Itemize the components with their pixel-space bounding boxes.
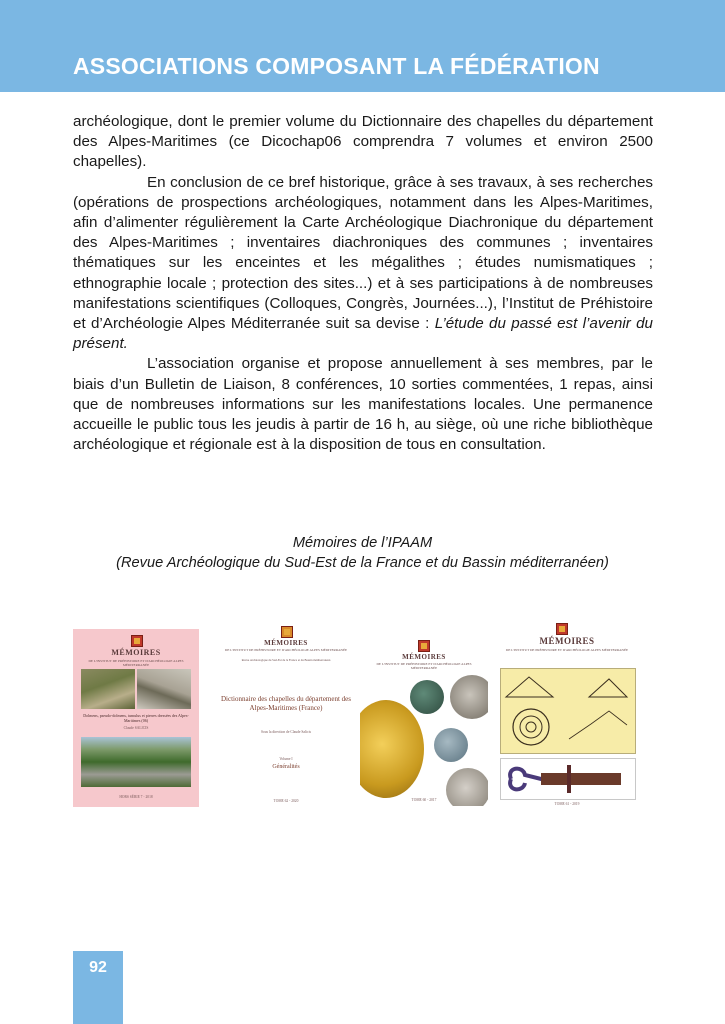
coin-green-image [410, 680, 444, 714]
cover-author: Sous la direction de Claude Salicis [260, 730, 311, 734]
cover-title: MÉMOIRES [111, 648, 161, 657]
cover-author: Claude SALICIS [123, 726, 149, 730]
cover-title: MÉMOIRES [539, 636, 595, 646]
logo-icon [418, 640, 430, 652]
body-text [73, 112, 653, 455]
cover-subtitle: DE L'INSTITUT DE PRÉHISTOIRE ET D'ARCHÉOLOGIE ALPES MÉDITERRANÉE [224, 648, 348, 652]
caption-subtitle: (Revue Archéologique du Sud-Est de la France et du Bassin méditerranéen) [116, 555, 609, 571]
paragraph-3: L’association organise et propose annuellement à ses membres, par le biais d’un Bulletin de Liaison, 8 conférences, 10 sorties commentées, 1 repas, ainsi que de nombreuses informations sur les manifestations locales. Une permanence accueille le public tous les jeudis à partir de 16 h, au siège, où une riche bibliothèque archéologique et régionale est à la disposition de tous en consultation. [73, 355, 653, 454]
logo-icon [281, 626, 293, 638]
book-cover-4 [492, 620, 642, 810]
section-title: ASSOCIATIONS COMPOSANT LA FÉDÉRATION [73, 53, 600, 79]
cover-title: MÉMOIRES [402, 653, 446, 661]
cover-subtitle: DE L'INSTITUT DE PRÉHISTOIRE ET D'ARCHÉOLOGIE ALPES MÉDITERRANÉE [88, 659, 184, 667]
logo-icon [556, 623, 568, 635]
cover-title: MÉMOIRES [264, 639, 308, 647]
cover-footer: TOME 60 - 2017 [411, 798, 437, 802]
sketch-drawing [501, 669, 635, 753]
sword-artifact [501, 759, 635, 799]
coin-gold-image [360, 700, 424, 798]
cover-footer: TOME 62 - 2020 [273, 799, 299, 803]
cover-tagline: Revue Archéologique du Sud-Est de la France et du Bassin méditerranéen [241, 658, 331, 662]
cover-footer: HORS SÉRIE 7 - 2018 [119, 795, 153, 799]
cover-main-title: Dolmens, pseudo-dolmens, tumulus et pierres dressées des Alpes-Maritimes (06) [83, 713, 189, 723]
cover-drawing-image [500, 668, 636, 754]
cover-volume: Volume I [279, 757, 293, 761]
paragraph-2 [73, 173, 653, 355]
paragraph-2-text: En conclusion de ce bref historique, grâce à ses travaux, à ses recherches (opérations de prospections archéologiques, notamment dans les Alpes-Maritimes, afin d’alimenter régulièrement la Carte Archéologique Diachronique du département des Alpes-Maritimes ; inventaires diachroniques des communes ; inventaires thématiques sur les enceintes et les mégalithes ; études numismatiques ; ethnographie locale ; protection des sites...) et à ses participations à de nombreuses manifestations scientifiques (Colloques, Congrès, Journées...), l’Institut de Préhistoire et d’Archéologie Alpes Méditerranée suit sa devise : [73, 173, 653, 333]
caption-title: Mémoires de l’IPAAM [292, 535, 433, 551]
cover-subtitle: DE L'INSTITUT DE PRÉHISTOIRE ET D'ARCHÉOLOGIE ALPES MÉDITERRANÉE [376, 662, 472, 670]
page-number: 92 [89, 959, 107, 976]
cover-photo-landscape [81, 737, 191, 787]
page-number-box [73, 951, 123, 1024]
cover-volume-title: Généralités [272, 764, 300, 770]
book-cover-1 [73, 629, 199, 807]
coin-silver-image [450, 675, 488, 719]
cover-subtitle: DE L'INSTITUT DE PRÉHISTOIRE ET D'ARCHÉOLOGIE ALPES MÉDITERRANÉE [505, 648, 629, 652]
motto: L’étude du passé est l’avenir du présent. [73, 315, 654, 353]
page-header [0, 0, 725, 92]
book-covers [0, 620, 725, 810]
coin-blue-image [434, 728, 468, 762]
paragraph-1: archéologique, dont le premier volume du Dictionnaire des chapelles du département des Alpes-Maritimes (ce Dicochap06 comprendra 7 volumes et environ 2500 chapelles). [73, 113, 653, 171]
cover-photo-left [81, 669, 135, 709]
cover-artifact-image [500, 758, 636, 800]
cover-main-title: Dictionnaire des chapelles du département des Alpes-Maritimes (France) [220, 695, 352, 712]
logo-icon [131, 635, 143, 647]
book-cover-3 [360, 620, 488, 806]
cover-photo-right [137, 669, 191, 709]
figure-caption [60, 533, 665, 573]
cover-footer: TOME 61 - 2019 [554, 802, 580, 806]
book-cover-2 [216, 620, 356, 810]
